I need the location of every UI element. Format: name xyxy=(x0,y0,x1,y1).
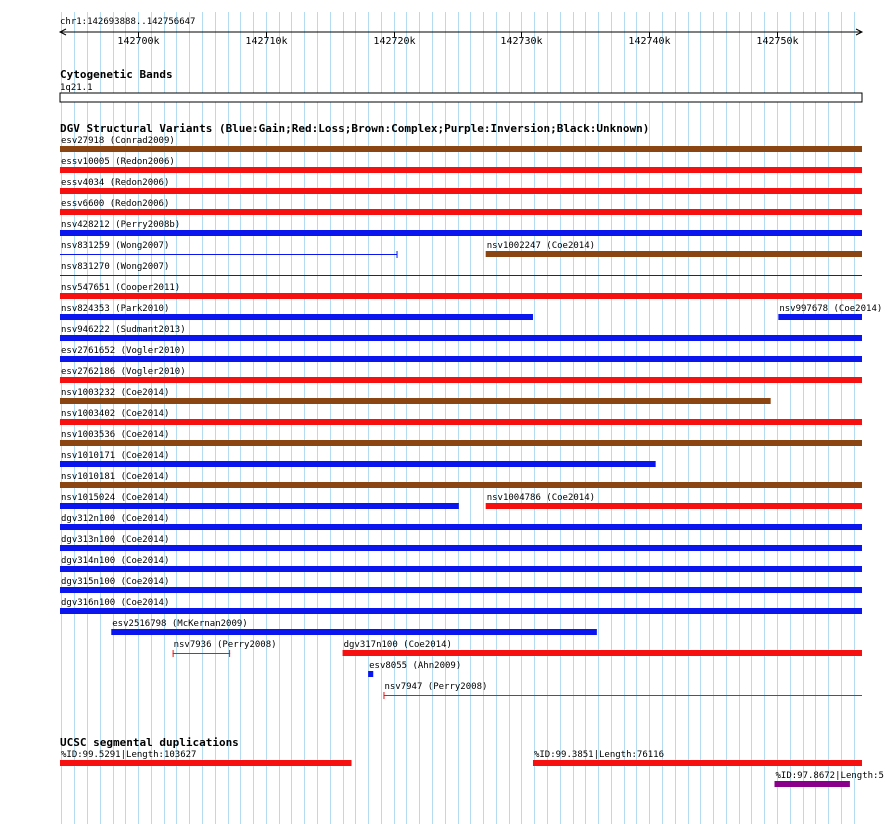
feature-bar[interactable] xyxy=(60,608,862,614)
feature-label: nsv946222 (Sudmant2013) xyxy=(61,325,186,335)
feature-blue[interactable] xyxy=(368,661,461,677)
segdup-track-title: UCSC segmental duplications xyxy=(60,736,239,749)
segdup-track xyxy=(60,750,884,787)
feature-red[interactable] xyxy=(60,157,862,173)
feature-blue[interactable] xyxy=(778,304,882,320)
feature-brown[interactable] xyxy=(60,430,862,446)
feature-bar[interactable] xyxy=(60,760,352,766)
feature-label: nsv7947 (Perry2008) xyxy=(384,682,488,692)
feature-label: dgv316n100 (Coe2014) xyxy=(61,598,170,608)
feature-brown[interactable] xyxy=(60,472,862,488)
feature-bar[interactable] xyxy=(60,398,771,404)
feature-bar[interactable] xyxy=(60,146,862,152)
feature-label: %ID:97.8672|Length:5 xyxy=(775,771,884,781)
feature-label: nsv547651 (Cooper2011) xyxy=(61,283,181,293)
feature-blue[interactable] xyxy=(60,577,862,593)
feature-bar[interactable] xyxy=(486,503,862,509)
region-label: chr1:142693888..142756647 xyxy=(60,17,196,27)
feature-bar[interactable] xyxy=(343,650,862,656)
ruler-tick-label: 142750k xyxy=(756,36,799,47)
feature-label: esv8055 (Ahn2009) xyxy=(369,661,462,671)
feature-label: essv4034 (Redon2006) xyxy=(61,178,170,188)
feature-purple[interactable] xyxy=(775,771,884,787)
feature-bar[interactable] xyxy=(60,503,459,509)
feature-red[interactable] xyxy=(60,178,862,194)
ruler-tick-label: 142740k xyxy=(628,36,671,47)
feature-blue[interactable] xyxy=(60,346,862,362)
feature-bar[interactable] xyxy=(60,314,533,320)
feature-label: dgv312n100 (Coe2014) xyxy=(61,514,170,524)
feature-bar[interactable] xyxy=(111,629,597,635)
cytoband-track-title: Cytogenetic Bands xyxy=(60,68,173,81)
feature-brown[interactable] xyxy=(60,388,771,404)
ruler-tick-label: 142700k xyxy=(117,36,160,47)
feature-label: nsv1003536 (Coe2014) xyxy=(61,430,170,440)
feature-red[interactable] xyxy=(60,750,352,766)
feature-blue[interactable] xyxy=(60,451,656,467)
feature-red[interactable] xyxy=(60,409,862,425)
feature-label: nsv997678 (Coe2014) xyxy=(779,304,883,314)
feature-bar[interactable] xyxy=(60,482,862,488)
feature-blue[interactable] xyxy=(60,598,862,614)
feature-red[interactable] xyxy=(533,750,862,766)
feature-bar[interactable] xyxy=(778,314,862,320)
feature-label: nsv1004786 (Coe2014) xyxy=(486,493,596,503)
cytoband-1q21-1[interactable] xyxy=(60,93,862,102)
feature-bar[interactable] xyxy=(60,377,862,383)
ruler-tick-label: 142720k xyxy=(373,36,416,47)
feature-bar[interactable] xyxy=(60,356,862,362)
feature-label: esv27918 (Conrad2009) xyxy=(61,136,175,146)
feature-label: dgv315n100 (Coe2014) xyxy=(61,577,170,587)
feature-brown[interactable] xyxy=(486,241,862,257)
feature-bar[interactable] xyxy=(60,230,862,236)
feature-label: %ID:99.5291|Length:103627 xyxy=(61,750,197,760)
feature-label: dgv317n100 (Coe2014) xyxy=(343,640,452,650)
ruler-tick-label: 142710k xyxy=(245,36,288,47)
feature-bar[interactable] xyxy=(60,461,656,467)
feature-brown[interactable] xyxy=(60,136,862,152)
feature-bar[interactable] xyxy=(60,293,862,299)
feature-bar[interactable] xyxy=(60,566,862,572)
feature-bar[interactable] xyxy=(533,760,862,766)
feature-blue[interactable] xyxy=(60,535,862,551)
feature-label: nsv831259 (Wong2007) xyxy=(61,241,170,251)
feature-label: nsv1010171 (Coe2014) xyxy=(61,451,170,461)
feature-label: essv6600 (Redon2006) xyxy=(61,199,170,209)
feature-bar[interactable] xyxy=(60,209,862,215)
feature-bar[interactable] xyxy=(60,524,862,530)
feature-label: esv2761652 (Vogler2010) xyxy=(61,346,186,356)
feature-red[interactable] xyxy=(60,199,862,215)
feature-bar[interactable] xyxy=(60,419,862,425)
feature-label: nsv1002247 (Coe2014) xyxy=(486,241,596,251)
feature-red[interactable] xyxy=(60,283,862,299)
dgv-track-title: DGV Structural Variants (Blue:Gain;Red:Loss;Brown:Complex;Purple:Inversion;Black:Unknown) xyxy=(60,122,650,135)
feature-bar[interactable] xyxy=(486,251,862,257)
feature-blue[interactable] xyxy=(60,325,862,341)
feature-bar[interactable] xyxy=(60,545,862,551)
feature-bar[interactable] xyxy=(60,188,862,194)
feature-label: nsv428212 (Perry2008b) xyxy=(61,220,181,230)
feature-label: dgv313n100 (Coe2014) xyxy=(61,535,170,545)
feature-bar[interactable] xyxy=(775,781,850,787)
feature-red[interactable] xyxy=(60,367,862,383)
feature-label: %ID:99.3851|Length:76116 xyxy=(533,750,665,760)
feature-blue[interactable] xyxy=(60,493,459,509)
feature-blue[interactable] xyxy=(60,556,862,572)
feature-label: nsv1003402 (Coe2014) xyxy=(61,409,170,419)
feature-bar[interactable] xyxy=(60,587,862,593)
feature-bar[interactable] xyxy=(60,335,862,341)
ruler-tick-label: 142730k xyxy=(500,36,543,47)
feature-label: nsv1003232 (Coe2014) xyxy=(61,388,170,398)
feature-bar[interactable] xyxy=(60,440,862,446)
cytoband-label: 1q21.1 xyxy=(60,83,93,93)
feature-label: nsv831270 (Wong2007) xyxy=(61,262,170,272)
feature-blue[interactable] xyxy=(60,220,862,236)
feature-bar[interactable] xyxy=(368,671,373,677)
feature-label: nsv1015024 (Coe2014) xyxy=(61,493,170,503)
feature-blue[interactable] xyxy=(111,619,597,635)
feature-label: nsv824353 (Park2010) xyxy=(61,304,170,314)
ruler-track xyxy=(60,17,862,47)
feature-label: nsv7936 (Perry2008) xyxy=(173,640,277,650)
dgv-track xyxy=(60,136,882,699)
feature-label: esv2516798 (McKernan2009) xyxy=(112,619,248,629)
feature-label: essv10005 (Redon2006) xyxy=(61,157,175,167)
feature-red[interactable] xyxy=(173,640,277,657)
feature-label: dgv314n100 (Coe2014) xyxy=(61,556,170,566)
cytoband-track xyxy=(60,68,862,102)
feature-label: esv2762186 (Vogler2010) xyxy=(61,367,186,377)
feature-blue[interactable] xyxy=(60,304,533,320)
feature-label: nsv1010181 (Coe2014) xyxy=(61,472,170,482)
feature-bar[interactable] xyxy=(60,167,862,173)
feature-red[interactable] xyxy=(486,493,862,509)
feature-blue[interactable] xyxy=(60,262,862,276)
feature-red[interactable] xyxy=(343,640,862,656)
feature-blue[interactable] xyxy=(60,514,862,530)
